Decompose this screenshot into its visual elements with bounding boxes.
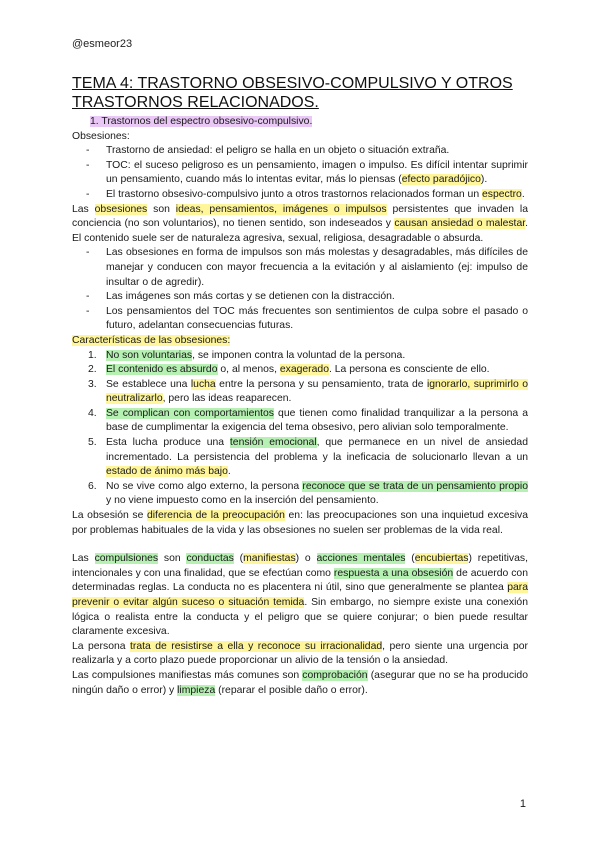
list-item: - Las imágenes son más cortas y se detienen con la distracción. — [106, 290, 528, 305]
paragraph-manifiestas: Las compulsiones manifiestas más comunes son comprobación (asegurar que no se ha producido ningún daño o error) y limpieza (reparar el posible daño o error). — [72, 669, 528, 696]
obsesiones-label: Obsesiones: — [72, 130, 130, 142]
section-heading: 1. Trastornos del espectro obsesivo-compulsivo. — [90, 116, 313, 127]
caracteristicas-label: Características de las obsesiones: — [72, 334, 231, 346]
author-handle: @esmeor23 — [72, 38, 133, 50]
list-item: 2. El contenido es absurdo o, al menos, exagerado. La persona es consciente de ello. — [88, 364, 490, 376]
page-title: TEMA 4: TRASTORNO OBSESIVO-COMPULSIVO Y OTROS TRASTORNOS RELACIONADOS. — [72, 75, 513, 111]
paragraph-obsesiones: Las obsesiones son ideas, pensamientos, imágenes o impulsos persistentes que invaden la conciencia (no son voluntarios), no tienen sentido, son indeseados y causan ansiedad o malestar. El contenido suele ser de naturaleza agresiva, sexual, religiosa, desagradable o absurda. — [72, 203, 528, 244]
obsesiones-list — [72, 144, 528, 202]
caracteristicas-list — [72, 349, 528, 510]
impulsos-list — [72, 246, 528, 334]
list-item: - El trastorno obsesivo-compulsivo junto a otros trastornos relacionados forman un espectro. — [106, 188, 528, 203]
paragraph-compulsiones: Las compulsiones son conductas (manifiestas) o acciones mentales (encubiertas) repetitivas, intencionales y con una finalidad, que se efectúan como respuesta a una obsesión de acuerdo con determinadas reglas. La conducta no es placentera ni útil, sino que generalmente se plantea para prevenir o evitar algún suceso o situación temida. Sin embargo, no siempre existe una conexión lógica o realista entre la conducta y el peligro que se quiere conjurar; o bien puede resultar claramente excesiva. — [72, 553, 528, 638]
list-item: - Los pensamientos del TOC más frecuentes son sentimientos de culpa sobre el pasado o futuro, adelantan consecuencias futuras. — [106, 305, 528, 334]
page-number: 1 — [519, 798, 526, 810]
list-item: 4. Se complican con comportamientos que tienen como finalidad tranquilizar a la persona a base de cumplimentar la exigencia del tema obsesivo, pero alivian solo temporalmente. — [88, 407, 528, 434]
list-item: - TOC: el suceso peligroso es un pensamiento, imagen o impulso. Es difícil intentar suprimir un pensamiento, cuando más lo intentas evitar, más lo piensas (efecto paradójico). — [106, 159, 528, 188]
paragraph-resistencia: La persona trata de resistirse a ella y reconoce su irracionalidad, pero siente una urgencia por realizarla y a corto plazo puede proporcionar un alivio de la tensión o la ansiedad. — [72, 640, 528, 667]
list-item: 3. Se establece una lucha entre la persona y su pensamiento, trata de ignorarlo, suprimirlo o neutralizarlo, pero las ideas reaparecen. — [88, 378, 528, 405]
list-item: 6. No se vive como algo externo, la persona reconoce que se trata de un pensamiento propio y no viene impuesto como en la inserción del pensamiento. — [88, 480, 528, 507]
list-item: 5. Esta lucha produce una tensión emocional, que permanece en un nivel de ansiedad incrementado. La persistencia del problema y la ineficacia de solucionarlo llevan a un estado de ánimo más bajo. — [88, 437, 528, 478]
list-item: - Trastorno de ansiedad: el peligro se halla en un objeto o situación extraña. — [106, 144, 528, 159]
list-item: - Las obsesiones en forma de impulsos son más molestas y desagradables, más difíciles de manejar y conducen con mayor frecuencia a la evitación y al aislamiento (ej: impulso de insultar o de agredir). — [106, 246, 528, 290]
document-body — [72, 115, 528, 698]
paragraph-preocupacion: La obsesión se diferencia de la preocupación en: las preocupaciones son una inquietud excesiva por problemas habituales de la vida y las obsesiones no suelen ser problemas de la vida real. — [72, 510, 528, 536]
list-item: 1. No son voluntarias, se imponen contra la voluntad de la persona. — [88, 349, 406, 361]
